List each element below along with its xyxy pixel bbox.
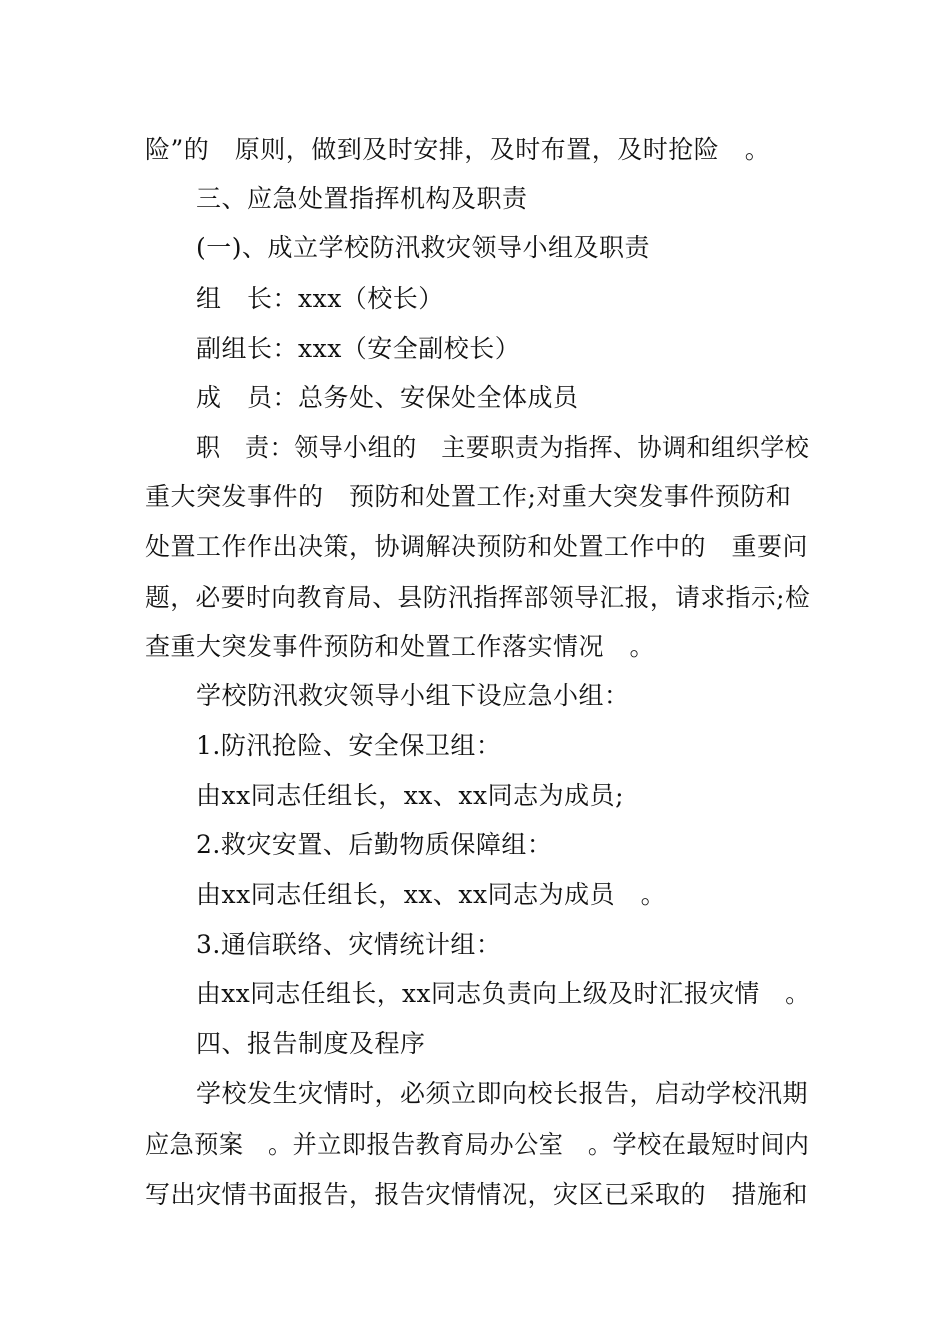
paragraph-line: 成 员：总务处、安保处全体成员 [196,383,579,412]
list-item: 2.救灾安置、后勤物质保障组： [196,830,553,859]
list-item: 1.防汛抢险、安全保卫组： [196,731,502,760]
paragraph-line: 由xx同志任组长，xx、xx同志为成员 。 [196,880,667,909]
paragraph-line: 副组长：xxx（安全副校长） [196,334,521,363]
list-item: 3.通信联络、灾情统计组： [196,930,502,959]
paragraph-line: 组 长：xxx（校长） [196,284,444,313]
paragraph-line: 学校发生灾情时，必须立即向校长报告，启动学校汛期 [196,1079,809,1108]
paragraph-line: 学校防汛救灾领导小组下设应急小组： [196,681,630,710]
paragraph-line: 职 责：领导小组的 主要职责为指挥、协调和组织学校 [196,433,810,462]
paragraph-line: 由xx同志任组长，xx、xx同志为成员; [196,781,625,810]
section-heading: 三、应急处置指挥机构及职责 [196,184,528,213]
paragraph-line: 查重大突发事件预防和处置工作落实情况 。 [145,632,656,661]
paragraph-line: 重大突发事件的 预防和处置工作;对重大突发事件预防和 [145,482,792,511]
paragraph-line: 应急预案 。并立即报告教育局办公室 。学校在最短时间内 [145,1130,810,1159]
subsection-heading: (一)、成立学校防汛救灾领导小组及职责 [196,233,651,262]
paragraph-line: 写出灾情书面报告，报告灾情情况，灾区已采取的 措施和 [145,1180,809,1209]
paragraph-line: 由xx同志任组长，xx同志负责向上级及时汇报灾情 。 [196,979,811,1008]
paragraph-line: 处置工作作出决策，协调解决预防和处置工作中的 重要问 [145,532,809,561]
section-heading: 四、报告制度及程序 [196,1029,426,1058]
paragraph-line: 险”的 原则，做到及时安排，及时布置，及时抢险 。 [145,135,771,164]
paragraph-line: 题，必要时向教育局、县防汛指挥部领导汇报，请求指示;检 [145,583,811,612]
